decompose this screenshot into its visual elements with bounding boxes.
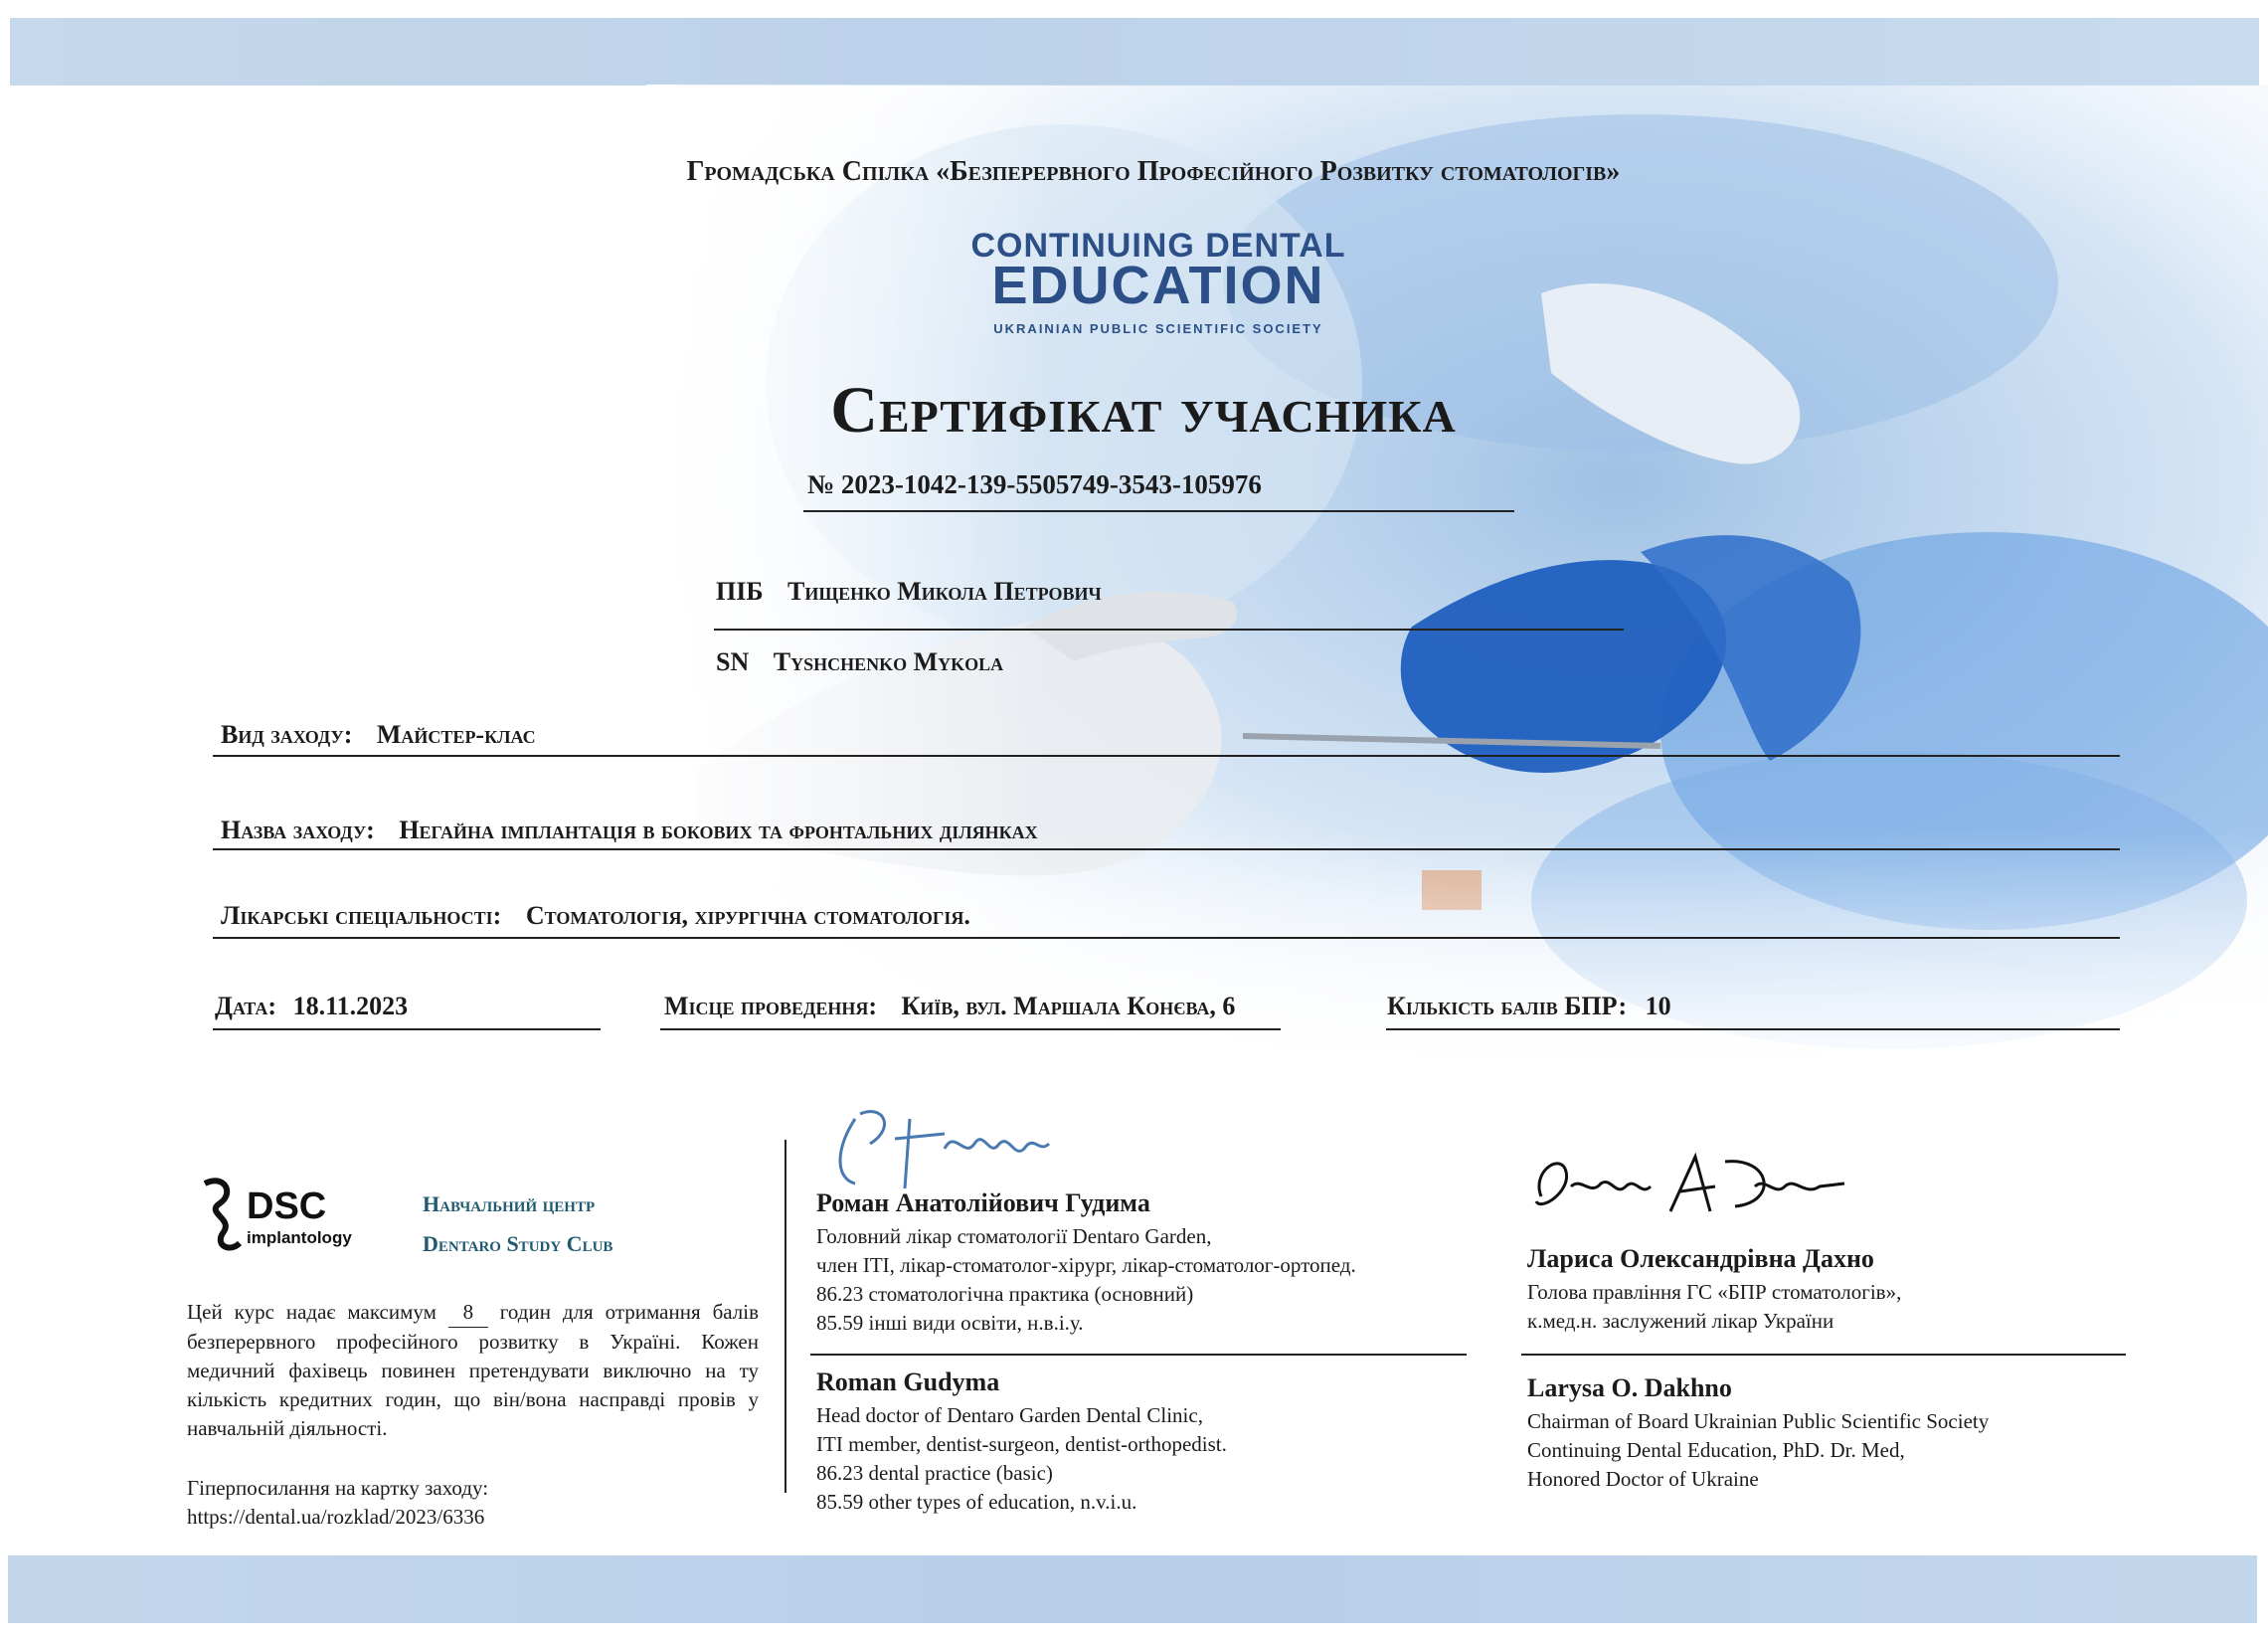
signer1-desc-en-line: ITI member, dentist-surgeon, dentist-orthopedist.	[816, 1432, 1227, 1456]
signer1-separator	[810, 1354, 1467, 1356]
signer1-name-ua: Роман Анатолійович Гудима	[816, 1188, 1150, 1217]
date-value: 18.11.2023	[292, 992, 409, 1020]
signer2-desc-ua	[1527, 1278, 1901, 1336]
points-row	[1387, 992, 1671, 1021]
pib-underline	[714, 629, 1624, 631]
dsc-implantology-logo	[195, 1174, 374, 1258]
signer1-desc-ua-line: член ITI, лікар-стоматолог-хірург, лікар-стоматолог-ортопед.	[816, 1253, 1356, 1277]
signer2-desc-ua-line: к.мед.н. заслужений лікар України	[1527, 1309, 1834, 1333]
signer1-desc-ua-line: Головний лікар стоматології Dentaro Garden,	[816, 1224, 1212, 1248]
signer2-desc-en	[1527, 1407, 1989, 1494]
signature-gudyma	[815, 1089, 1114, 1198]
sn-value: Tyshchenko Mykola	[773, 647, 1004, 676]
signature-dakhno	[1521, 1142, 1859, 1231]
event-type-value: Майстер-клас	[376, 720, 536, 749]
certificate-number: № 2023-1042-139-5505749-3543-105976	[807, 469, 1262, 499]
logo-line-3: UKRAINIAN PUBLIC SCIENTIFIC SOCIETY	[993, 321, 1323, 336]
signer2-desc-en-line: Chairman of Board Ukrainian Public Scientific Society	[1527, 1409, 1990, 1433]
specialties-label: Лікарські спеціальності:	[221, 901, 502, 930]
disclaimer-before: Цей курс надає максимум	[187, 1300, 436, 1324]
points-value: 10	[1645, 992, 1671, 1020]
signer2-desc-ua-line: Голова правління ГС «БПР стоматологів»,	[1527, 1280, 1902, 1304]
event-type-row	[221, 720, 536, 750]
signer1-desc-ua-line: 85.59 інші види освіти, н.в.і.у.	[816, 1311, 1084, 1335]
date-label: Дата:	[215, 992, 277, 1020]
number-underline	[803, 510, 1514, 512]
training-center-line-1: Навчальний центр	[423, 1191, 596, 1216]
sn-row	[716, 647, 1003, 677]
date-underline	[213, 1028, 601, 1030]
dsc-logo-main: DSC	[247, 1185, 327, 1227]
training-center-line-2: Dentaro Study Club	[423, 1231, 613, 1256]
certificate-title: Сертифікат учасника	[830, 374, 1457, 447]
pib-label: ПІБ	[716, 577, 764, 606]
signer1-name-en: Roman Gudyma	[816, 1367, 1000, 1396]
event-name-row	[221, 816, 1038, 845]
signer1-desc-en-line: Head doctor of Dentaro Garden Dental Clinic,	[816, 1403, 1203, 1427]
specialties-underline	[213, 937, 2120, 939]
pib-value: Тищенко Микола Петрович	[787, 577, 1102, 606]
signer1-desc-en-line: 85.59 other types of education, n.v.i.u.	[816, 1490, 1137, 1514]
top-decorative-band	[10, 18, 2259, 86]
event-name-value: Негайна імплантація в бокових та фронтальних ділянках	[399, 816, 1038, 844]
signer1-desc-en-line: 86.23 dental practice (basic)	[816, 1461, 1053, 1485]
vertical-divider	[785, 1140, 786, 1493]
event-link-url[interactable]: https://dental.ua/rozklad/2023/6336	[187, 1505, 485, 1529]
date-row	[215, 992, 408, 1021]
place-row	[664, 992, 1235, 1021]
disclaimer-after: годин для отримання балів безперервного професійного розвитку в Україні. Кожен медичний фахівець повинен претендувати виключно на ту кількість кредитних годин, що він/вона насправді провів у навчальній діяльності.	[187, 1300, 760, 1440]
place-label: Місце проведення:	[664, 992, 878, 1020]
event-type-underline	[213, 755, 2120, 757]
dsc-logo-sub: implantology	[247, 1228, 352, 1247]
signer1-desc-ua-line: 86.23 стоматологічна практика (основний)	[816, 1282, 1194, 1306]
disclaimer-hours: 8	[448, 1298, 488, 1328]
organization-name: Громадська Спілка «Безперервного Професійного Розвитку стоматологів»	[686, 156, 1621, 187]
event-link-label: Гіперпосилання на картку заходу:	[187, 1476, 489, 1500]
place-value: Київ, вул. Маршала Конєва, 6	[901, 992, 1236, 1020]
logo-line-2: EDUCATION	[991, 256, 1325, 315]
logo-line-1: CONTINUING DENTAL	[970, 227, 1346, 265]
signer2-name-en: Larysa O. Dakhno	[1527, 1373, 1732, 1402]
signer1-desc-en	[816, 1401, 1227, 1517]
sn-label: SN	[716, 647, 750, 676]
event-type-label: Вид заходу:	[221, 720, 353, 749]
signer2-separator	[1521, 1354, 2126, 1356]
disclaimer-text	[187, 1298, 759, 1443]
signer2-desc-en-line: Continuing Dental Education, PhD. Dr. Med,	[1527, 1438, 1905, 1462]
signer2-desc-en-line: Honored Doctor of Ukraine	[1527, 1467, 1759, 1491]
points-label: Кількість балів БПР:	[1387, 992, 1628, 1020]
event-name-underline	[213, 848, 2120, 850]
event-name-label: Назва заходу:	[221, 816, 375, 844]
specialties-row	[221, 901, 970, 931]
bottom-decorative-band	[8, 1555, 2257, 1623]
specialties-value: Стоматологія, хірургічна стоматологія.	[525, 901, 970, 930]
signer2-name-ua: Лариса Олександрівна Дахно	[1527, 1244, 1874, 1273]
continuing-dental-education-logo	[895, 221, 1422, 340]
points-underline	[1386, 1028, 2120, 1030]
pib-row	[716, 577, 1102, 607]
signer1-desc-ua	[816, 1222, 1356, 1338]
place-underline	[660, 1028, 1281, 1030]
